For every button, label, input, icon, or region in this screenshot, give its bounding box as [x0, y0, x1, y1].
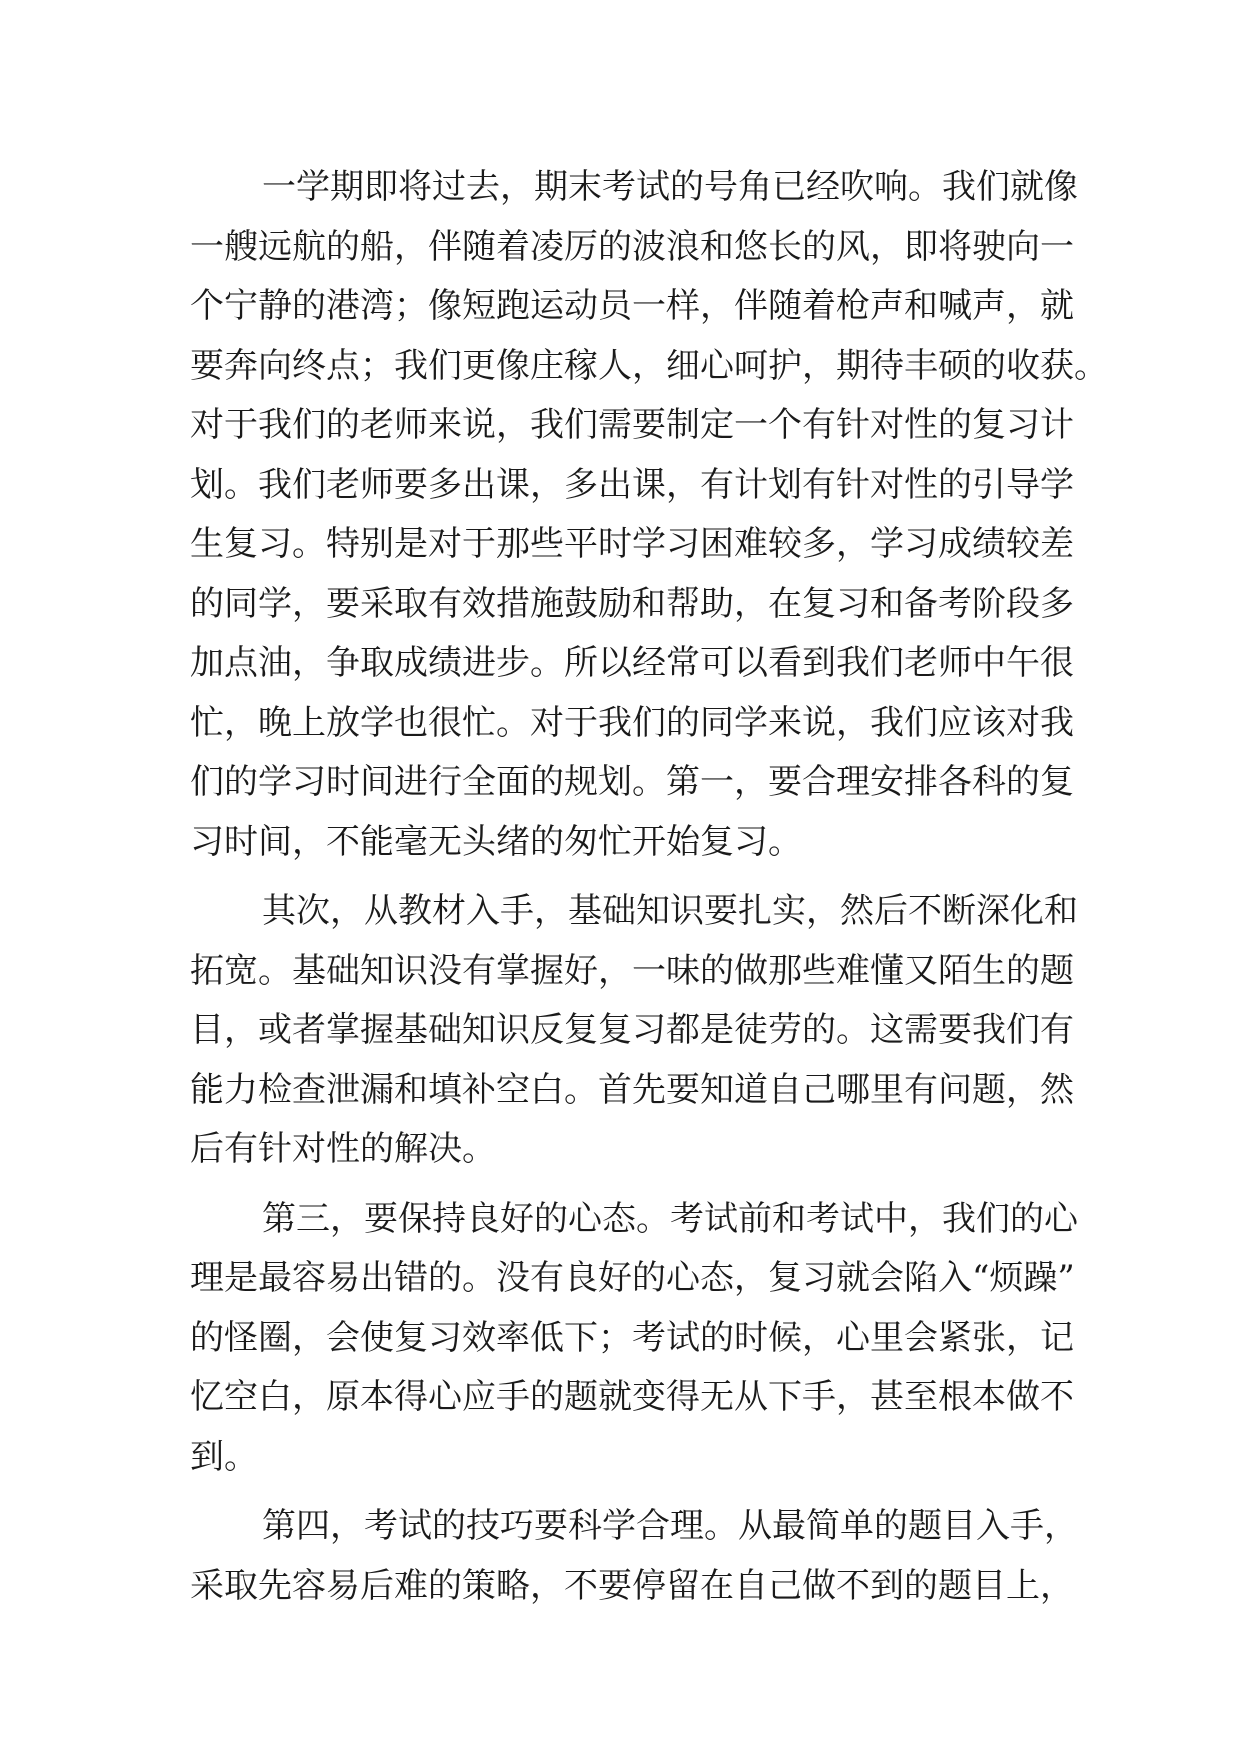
text-line: 采取先容易后难的策略，不要停留在自己做不到的题目上，: [190, 1565, 1074, 1606]
paragraph: [190, 158, 1108, 872]
text-line: 第三，要保持良好的心态。考试前和考试中，我们的心: [262, 1198, 1078, 1239]
text-line: 其次，从教材入手，基础知识要扎实，然后不断深化和: [262, 891, 1078, 931]
text-line: 忆空白，原本得心应手的题就变得无从下手，甚至根本做不: [190, 1377, 1074, 1417]
document-page: [190, 158, 1108, 1616]
text-line: 对于我们的老师来说，我们需要制定一个有针对性的复习计: [190, 405, 1074, 445]
text-line: 到。: [190, 1436, 258, 1477]
text-line: 加点油，争取成绩进步。所以经常可以看到我们老师中午很: [190, 643, 1074, 683]
text-line: 要奔向终点；我们更像庄稼人，细心呵护，期待丰硕的收获。: [190, 345, 1108, 386]
paragraph: [190, 1190, 1078, 1488]
text-line: 一艘远航的船，伴随着凌厉的波浪和悠长的风，即将驶向一: [190, 226, 1074, 267]
text-line: 的怪圈，会使复习效率低下；考试的时候，心里会紧张，记: [190, 1317, 1074, 1358]
text-line: 忙，晚上放学也很忙。对于我们的同学来说，我们应该对我: [190, 702, 1074, 743]
paragraph: [190, 1497, 1078, 1616]
text-line: 习时间，不能毫无头绪的匆忙开始复习。: [190, 821, 802, 862]
text-line: 后有针对性的解决。: [190, 1129, 496, 1169]
text-line: 个宁静的港湾；像短跑运动员一样，伴随着枪声和喊声，就: [190, 286, 1074, 326]
text-line: 划。我们老师要多出课，多出课，有计划有针对性的引导学: [190, 464, 1074, 505]
text-line: 拓宽。基础知识没有掌握好，一味的做那些难懂又陌生的题: [190, 950, 1074, 991]
text-line: 目，或者掌握基础知识反复复习都是徒劳的。这需要我们有: [190, 1010, 1074, 1050]
text-line: 能力检查泄漏和填补空白。首先要知道自己哪里有问题，然: [190, 1069, 1074, 1110]
text-line: 的同学，要采取有效措施鼓励和帮助，在复习和备考阶段多: [190, 583, 1074, 624]
text-line: 们的学习时间进行全面的规划。第一，要合理安排各科的复: [190, 762, 1074, 802]
text-line: 生复习。特别是对于那些平时学习困难较多，学习成绩较差: [190, 524, 1074, 564]
document-body: [190, 158, 1108, 1616]
text-line: 理是最容易出错的。没有良好的心态，复习就会陷入“烦躁”: [190, 1258, 1075, 1298]
paragraph: [190, 882, 1078, 1180]
text-line: 一学期即将过去，期末考试的号角已经吹响。我们就像: [262, 167, 1078, 207]
text-line: 第四，考试的技巧要科学合理。从最简单的题目入手，: [262, 1506, 1078, 1546]
